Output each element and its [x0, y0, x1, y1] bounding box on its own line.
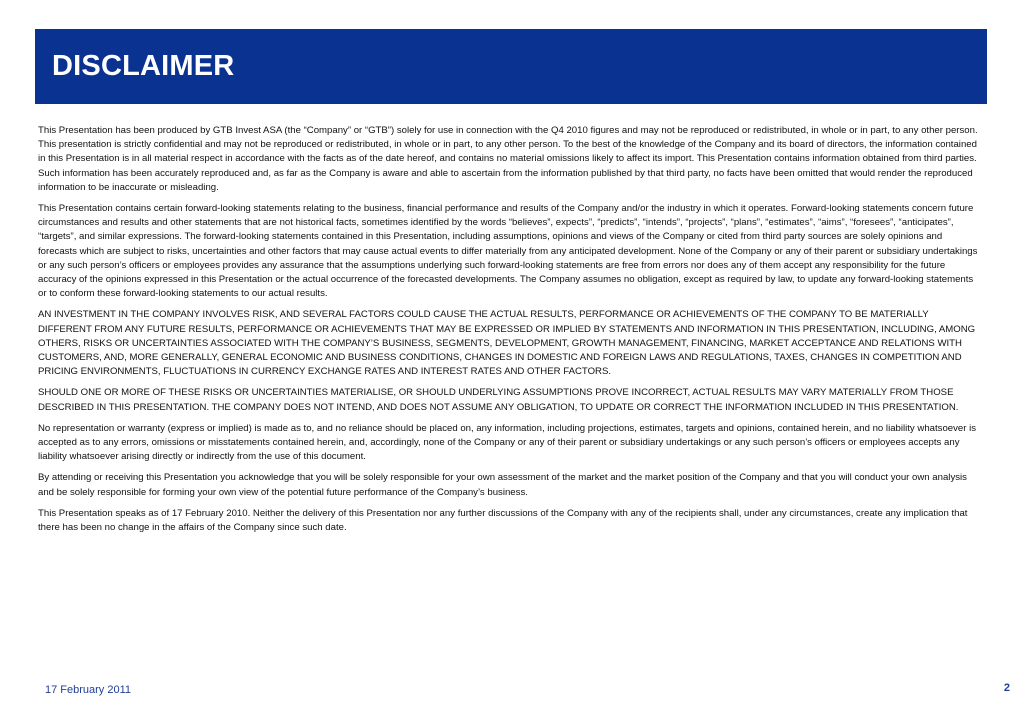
header-bar: [35, 29, 987, 104]
footer-date: 17 February 2011: [45, 684, 132, 696]
paragraph-acknowledgement: By attending or receiving this Presentation you acknowledge that you will be solely responsible for your own assessment of the market and the market position of the Company and that you will conduct your own analysis and be solely responsible for forming your own view of the potential future performance of the Company’s business.: [38, 472, 967, 498]
paragraph-forward-looking: This Presentation contains certain forward-looking statements relating to the business, financial performance and results of the Company and/or the industry in which it operates. Forward-looking statements concern future circumstances and results and other statements that are not historical facts, sometimes identified by the words “believes”, expects”, “predicts”, “intends”, “projects”, “plans”, “estimates”, “aims”, “foresees”, “anticipates”, “targets”, and similar expressions. The forward-looking statements contained in this Presentation, including assumptions, opinions and views of the Company or cited from third party sources are solely opinions and forecasts which are subject to risks, uncertainties and other factors that may cause actual events to differ materially from any anticipated development. None of the Company or any of their parent or subsidiary undertakings or any such person’s officers or employees provides any assurance that the assumptions underlying such forward-looking statements are free from errors nor does any of them accept any responsibility for the future accuracy of the opinions expressed in this Presentation or the actual occurrence of the forecasted developments. The Company assumes no obligation, except as required by law, to update any forward-looking statements or to conform these forward-looking statements to our actual results.: [38, 203, 978, 300]
disclaimer-body: [38, 124, 978, 542]
paragraph-speaks-as-of: This Presentation speaks as of 17 February 2010. Neither the delivery of this Presentation nor any further discussions of the Company with any of the recipients shall, under any circumstances, create any implication that there has been no change in the affairs of the Company since such date.: [38, 507, 968, 534]
paragraph-intro: This Presentation has been produced by GTB Invest ASA (the “Company” or “GTB”) solely for use in connection with the Q4 2010 figures and may not be reproduced or redistributed, in whole or in part, to any other person. This presentation is strictly confidential and may not be reproduced or redistributed, in whole or in part, to any other person. To the best of the knowledge of the Company and its board of directors, the information contained in this Presentation is in all material respect in accordance with the facts as of the date hereof, and contains no material omissions likely to affect its import. This Presentation contains information obtained from third parties. Such information has been accurately reproduced and, as far as the Company is aware and able to ascertain from the information published by that third party, no facts have been omitted that would render the reproduced information to be inaccurate or misleading.: [38, 125, 978, 193]
page-title: DISCLAIMER: [52, 50, 235, 82]
paragraph-investment-risk: AN INVESTMENT IN THE COMPANY INVOLVES RISK, AND SEVERAL FACTORS COULD CAUSE THE ACTUAL RESULTS, PERFORMANCE OR ACHIEVEMENTS OF THE COMPANY TO BE MATERIALLY DIFFERENT FROM ANY FUTURE RESULTS, PERFORMANCE OR ACHIEVEMENTS THAT MAY BE EXPRESSED OR IMPLIED BY STATEMENTS AND INFORMATION IN THIS PRESENTATION, INCLUDING, AMONG OTHERS, RISKS OR UNCERTAINTIES ASSOCIATED WITH THE COMPANY’S BUSINESS, SEGMENTS, DEVELOPMENT, GROWTH MANAGEMENT, FINANCING, MARKET ACCEPTANCE AND RELATIONS WITH CUSTOMERS, AND, MORE GENERALLY, GENERAL ECONOMIC AND BUSINESS CONDITIONS, CHANGES IN DOMESTIC AND FOREIGN LAWS AND REGULATIONS, TAXES, CHANGES IN COMPETITION AND PRICING ENVIRONMENTS, FLUCTUATIONS IN CURRENCY EXCHANGE RATES AND INTEREST RATES AND OTHER FACTORS.: [38, 309, 976, 378]
page-number: 2: [1003, 682, 1010, 694]
paragraph-uncertainties: SHOULD ONE OR MORE OF THESE RISKS OR UNCERTAINTIES MATERIALISE, OR SHOULD UNDERLYING ASSUMPTIONS PROVE INCORRECT, ACTUAL RESULTS MAY VARY MATERIALLY FROM THOSE DESCRIBED IN THIS PRESENTATION. THE COMPANY DOES NOT INTEND, AND DOES NOT ASSUME ANY OBLIGATION, TO UPDATE OR CORRECT THE INFORMATION INCLUDED IN THIS PRESENTATION.: [38, 387, 959, 413]
paragraph-no-warranty: No representation or warranty (express or implied) is made as to, and no reliance should be placed on, any information, including projections, estimates, targets and opinions, contained herein, and no liability whatsoever is accepted as to any errors, omissions or misstatements contained herein, and, accordingly, none of the Company or any of their parent or subsidiary undertakings or any such person’s officers or employees accepts any liability whatsoever arising directly or indirectly from the use of this document.: [38, 422, 977, 463]
